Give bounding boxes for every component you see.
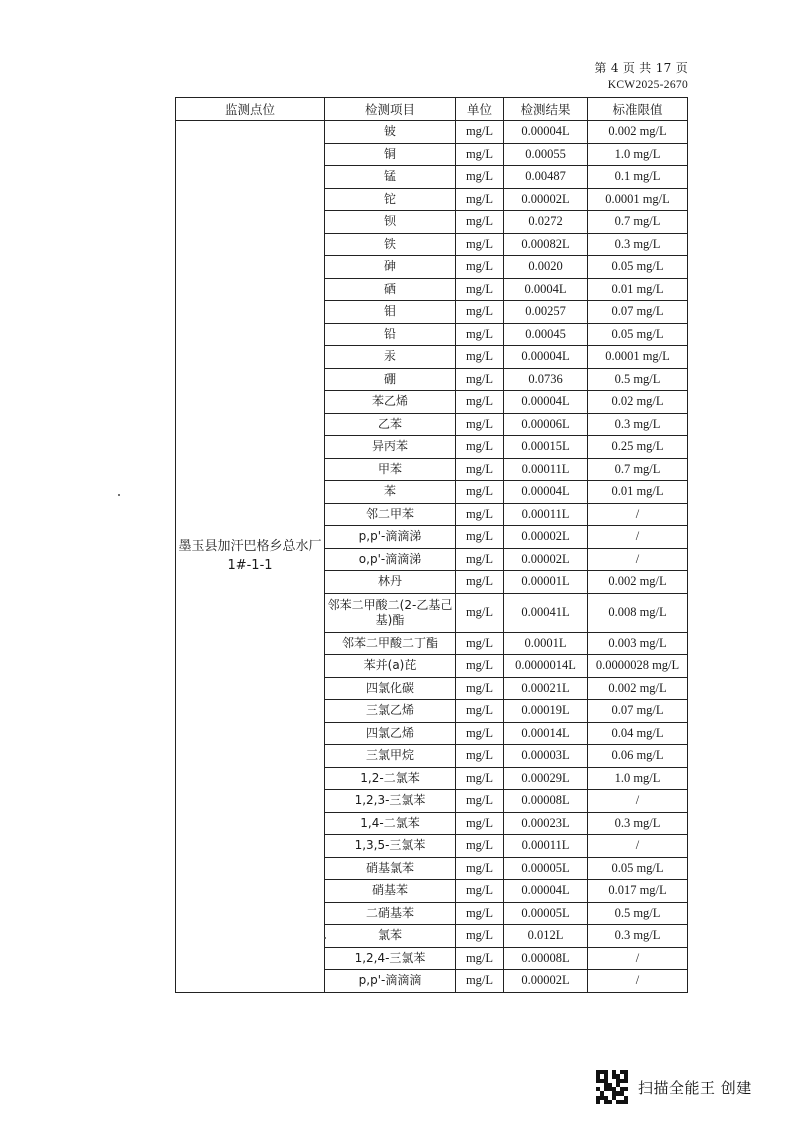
test-item-cell: 铅 (325, 323, 456, 346)
unit-cell: mg/L (456, 880, 504, 903)
result-cell: 0.00003L (504, 745, 588, 768)
unit-cell: mg/L (456, 722, 504, 745)
test-item-cell: 苯乙烯 (325, 391, 456, 414)
result-cell: 0.00005L (504, 902, 588, 925)
limit-cell: / (588, 970, 688, 993)
limit-cell: 0.07 mg/L (588, 301, 688, 324)
monitoring-site-cell: 墨玉县加汗巴格乡总水厂 1#-1-1 (176, 121, 325, 993)
unit-cell: mg/L (456, 503, 504, 526)
limit-cell: 1.0 mg/L (588, 767, 688, 790)
limit-cell: 0.3 mg/L (588, 233, 688, 256)
unit-cell: mg/L (456, 812, 504, 835)
unit-cell: mg/L (456, 632, 504, 655)
limit-cell: 0.0000028 mg/L (588, 655, 688, 678)
test-item-cell: 钡 (325, 211, 456, 234)
test-item-cell: 四氯化碳 (325, 677, 456, 700)
scan-speck (324, 937, 326, 939)
result-cell: 0.00011L (504, 458, 588, 481)
qr-code-icon (596, 1070, 628, 1104)
result-cell: 0.00021L (504, 677, 588, 700)
test-item-cell: 铊 (325, 188, 456, 211)
result-cell: 0.00002L (504, 548, 588, 571)
result-cell: 0.00004L (504, 391, 588, 414)
result-cell: 0.00029L (504, 767, 588, 790)
result-cell: 0.00023L (504, 812, 588, 835)
result-cell: 0.00487 (504, 166, 588, 189)
test-item-cell: 铍 (325, 121, 456, 144)
result-cell: 0.0004L (504, 278, 588, 301)
limit-cell: 0.002 mg/L (588, 571, 688, 594)
unit-cell: mg/L (456, 677, 504, 700)
limit-cell: 0.008 mg/L (588, 593, 688, 632)
results-table (175, 97, 688, 993)
unit-cell: mg/L (456, 323, 504, 346)
limit-cell: 0.5 mg/L (588, 902, 688, 925)
table-body (176, 121, 688, 993)
test-item-cell: 异丙苯 (325, 436, 456, 459)
test-item-cell: 硝基氯苯 (325, 857, 456, 880)
test-item-cell: 硝基苯 (325, 880, 456, 903)
unit-cell: mg/L (456, 571, 504, 594)
limit-cell: 0.02 mg/L (588, 391, 688, 414)
unit-cell: mg/L (456, 368, 504, 391)
unit-cell: mg/L (456, 655, 504, 678)
result-cell: 0.00008L (504, 947, 588, 970)
limit-cell: 0.7 mg/L (588, 458, 688, 481)
result-cell: 0.00045 (504, 323, 588, 346)
test-item-cell: 1,2-二氯苯 (325, 767, 456, 790)
limit-cell: 0.01 mg/L (588, 278, 688, 301)
result-cell: 0.00257 (504, 301, 588, 324)
unit-cell: mg/L (456, 970, 504, 993)
unit-cell: mg/L (456, 526, 504, 549)
limit-cell: 0.05 mg/L (588, 857, 688, 880)
header-limit: 标准限值 (588, 98, 688, 121)
unit-cell: mg/L (456, 436, 504, 459)
result-cell: 0.0736 (504, 368, 588, 391)
unit-cell: mg/L (456, 391, 504, 414)
test-item-cell: 1,2,3-三氯苯 (325, 790, 456, 813)
test-item-cell: 乙苯 (325, 413, 456, 436)
test-item-cell: 锰 (325, 166, 456, 189)
unit-cell: mg/L (456, 745, 504, 768)
limit-cell: 1.0 mg/L (588, 143, 688, 166)
test-item-cell: 氯苯 (325, 925, 456, 948)
limit-cell: / (588, 835, 688, 858)
result-cell: 0.00002L (504, 526, 588, 549)
test-item-cell: 汞 (325, 346, 456, 369)
limit-cell: 0.003 mg/L (588, 632, 688, 655)
test-item-cell: 三氯乙烯 (325, 700, 456, 723)
result-cell: 0.00082L (504, 233, 588, 256)
limit-cell: 0.25 mg/L (588, 436, 688, 459)
unit-cell: mg/L (456, 925, 504, 948)
unit-cell: mg/L (456, 857, 504, 880)
test-item-cell: 1,2,4-三氯苯 (325, 947, 456, 970)
limit-cell: 0.04 mg/L (588, 722, 688, 745)
test-item-cell: p,p'-滴滴滴 (325, 970, 456, 993)
limit-cell: / (588, 548, 688, 571)
unit-cell: mg/L (456, 233, 504, 256)
result-cell: 0.0020 (504, 256, 588, 279)
unit-cell: mg/L (456, 767, 504, 790)
result-cell: 0.00055 (504, 143, 588, 166)
unit-cell: mg/L (456, 188, 504, 211)
result-cell: 0.00004L (504, 481, 588, 504)
test-item-cell: 二硝基苯 (325, 902, 456, 925)
unit-cell: mg/L (456, 278, 504, 301)
unit-cell: mg/L (456, 458, 504, 481)
unit-cell: mg/L (456, 593, 504, 632)
limit-cell: 0.5 mg/L (588, 368, 688, 391)
test-item-cell: 铜 (325, 143, 456, 166)
result-cell: 0.012L (504, 925, 588, 948)
limit-cell: 0.1 mg/L (588, 166, 688, 189)
header-unit: 单位 (456, 98, 504, 121)
unit-cell: mg/L (456, 166, 504, 189)
test-item-cell: 硼 (325, 368, 456, 391)
result-cell: 0.00011L (504, 835, 588, 858)
result-cell: 0.00011L (504, 503, 588, 526)
limit-cell: / (588, 526, 688, 549)
result-cell: 0.00004L (504, 880, 588, 903)
unit-cell: mg/L (456, 481, 504, 504)
test-item-cell: 1,3,5-三氯苯 (325, 835, 456, 858)
test-item-cell: 甲苯 (325, 458, 456, 481)
unit-cell: mg/L (456, 256, 504, 279)
limit-cell: 0.0001 mg/L (588, 346, 688, 369)
header-result: 检测结果 (504, 98, 588, 121)
result-cell: 0.00015L (504, 436, 588, 459)
limit-cell: 0.01 mg/L (588, 481, 688, 504)
result-cell: 0.00002L (504, 970, 588, 993)
report-number: KCW2025-2670 (607, 79, 688, 91)
result-cell: 0.00004L (504, 121, 588, 144)
page-meta (594, 60, 688, 94)
scanner-watermark: 扫描全能王 创建 (638, 1078, 752, 1097)
unit-cell: mg/L (456, 301, 504, 324)
limit-cell: 0.3 mg/L (588, 925, 688, 948)
test-item-cell: 1,4-二氯苯 (325, 812, 456, 835)
limit-cell: 0.06 mg/L (588, 745, 688, 768)
result-cell: 0.00041L (504, 593, 588, 632)
limit-cell: / (588, 503, 688, 526)
result-cell: 0.0000014L (504, 655, 588, 678)
result-cell: 0.00002L (504, 188, 588, 211)
unit-cell: mg/L (456, 143, 504, 166)
limit-cell: 0.3 mg/L (588, 812, 688, 835)
test-item-cell: p,p'-滴滴涕 (325, 526, 456, 549)
scanner-stamp (596, 1070, 752, 1104)
table-header-row (176, 98, 688, 121)
table-row (176, 121, 688, 144)
limit-cell: 0.07 mg/L (588, 700, 688, 723)
limit-cell: 0.05 mg/L (588, 323, 688, 346)
limit-cell: 0.7 mg/L (588, 211, 688, 234)
scan-speck (118, 494, 120, 496)
result-cell: 0.00014L (504, 722, 588, 745)
test-item-cell: 砷 (325, 256, 456, 279)
test-item-cell: 邻二甲苯 (325, 503, 456, 526)
limit-cell: / (588, 947, 688, 970)
unit-cell: mg/L (456, 947, 504, 970)
unit-cell: mg/L (456, 700, 504, 723)
unit-cell: mg/L (456, 211, 504, 234)
unit-cell: mg/L (456, 548, 504, 571)
test-item-cell: 铁 (325, 233, 456, 256)
unit-cell: mg/L (456, 413, 504, 436)
test-item-cell: 苯并(a)芘 (325, 655, 456, 678)
test-item-cell: 钼 (325, 301, 456, 324)
page-number: 第 4 页 共 17 页 (594, 61, 688, 75)
limit-cell: 0.017 mg/L (588, 880, 688, 903)
unit-cell: mg/L (456, 835, 504, 858)
result-cell: 0.00001L (504, 571, 588, 594)
result-cell: 0.00019L (504, 700, 588, 723)
result-cell: 0.00004L (504, 346, 588, 369)
test-item-cell: 邻苯二甲酸二(2-乙基己基)酯 (325, 593, 456, 632)
test-item-cell: 邻苯二甲酸二丁酯 (325, 632, 456, 655)
limit-cell: 0.0001 mg/L (588, 188, 688, 211)
unit-cell: mg/L (456, 902, 504, 925)
test-item-cell: o,p'-滴滴涕 (325, 548, 456, 571)
header-site: 监测点位 (176, 98, 325, 121)
result-cell: 0.00008L (504, 790, 588, 813)
result-cell: 0.00006L (504, 413, 588, 436)
test-item-cell: 苯 (325, 481, 456, 504)
limit-cell: 0.002 mg/L (588, 121, 688, 144)
limit-cell: / (588, 790, 688, 813)
result-cell: 0.0272 (504, 211, 588, 234)
header-item: 检测项目 (325, 98, 456, 121)
result-cell: 0.00005L (504, 857, 588, 880)
limit-cell: 0.3 mg/L (588, 413, 688, 436)
test-item-cell: 三氯甲烷 (325, 745, 456, 768)
result-cell: 0.0001L (504, 632, 588, 655)
limit-cell: 0.05 mg/L (588, 256, 688, 279)
test-item-cell: 四氯乙烯 (325, 722, 456, 745)
test-item-cell: 林丹 (325, 571, 456, 594)
unit-cell: mg/L (456, 346, 504, 369)
limit-cell: 0.002 mg/L (588, 677, 688, 700)
unit-cell: mg/L (456, 121, 504, 144)
unit-cell: mg/L (456, 790, 504, 813)
test-item-cell: 硒 (325, 278, 456, 301)
